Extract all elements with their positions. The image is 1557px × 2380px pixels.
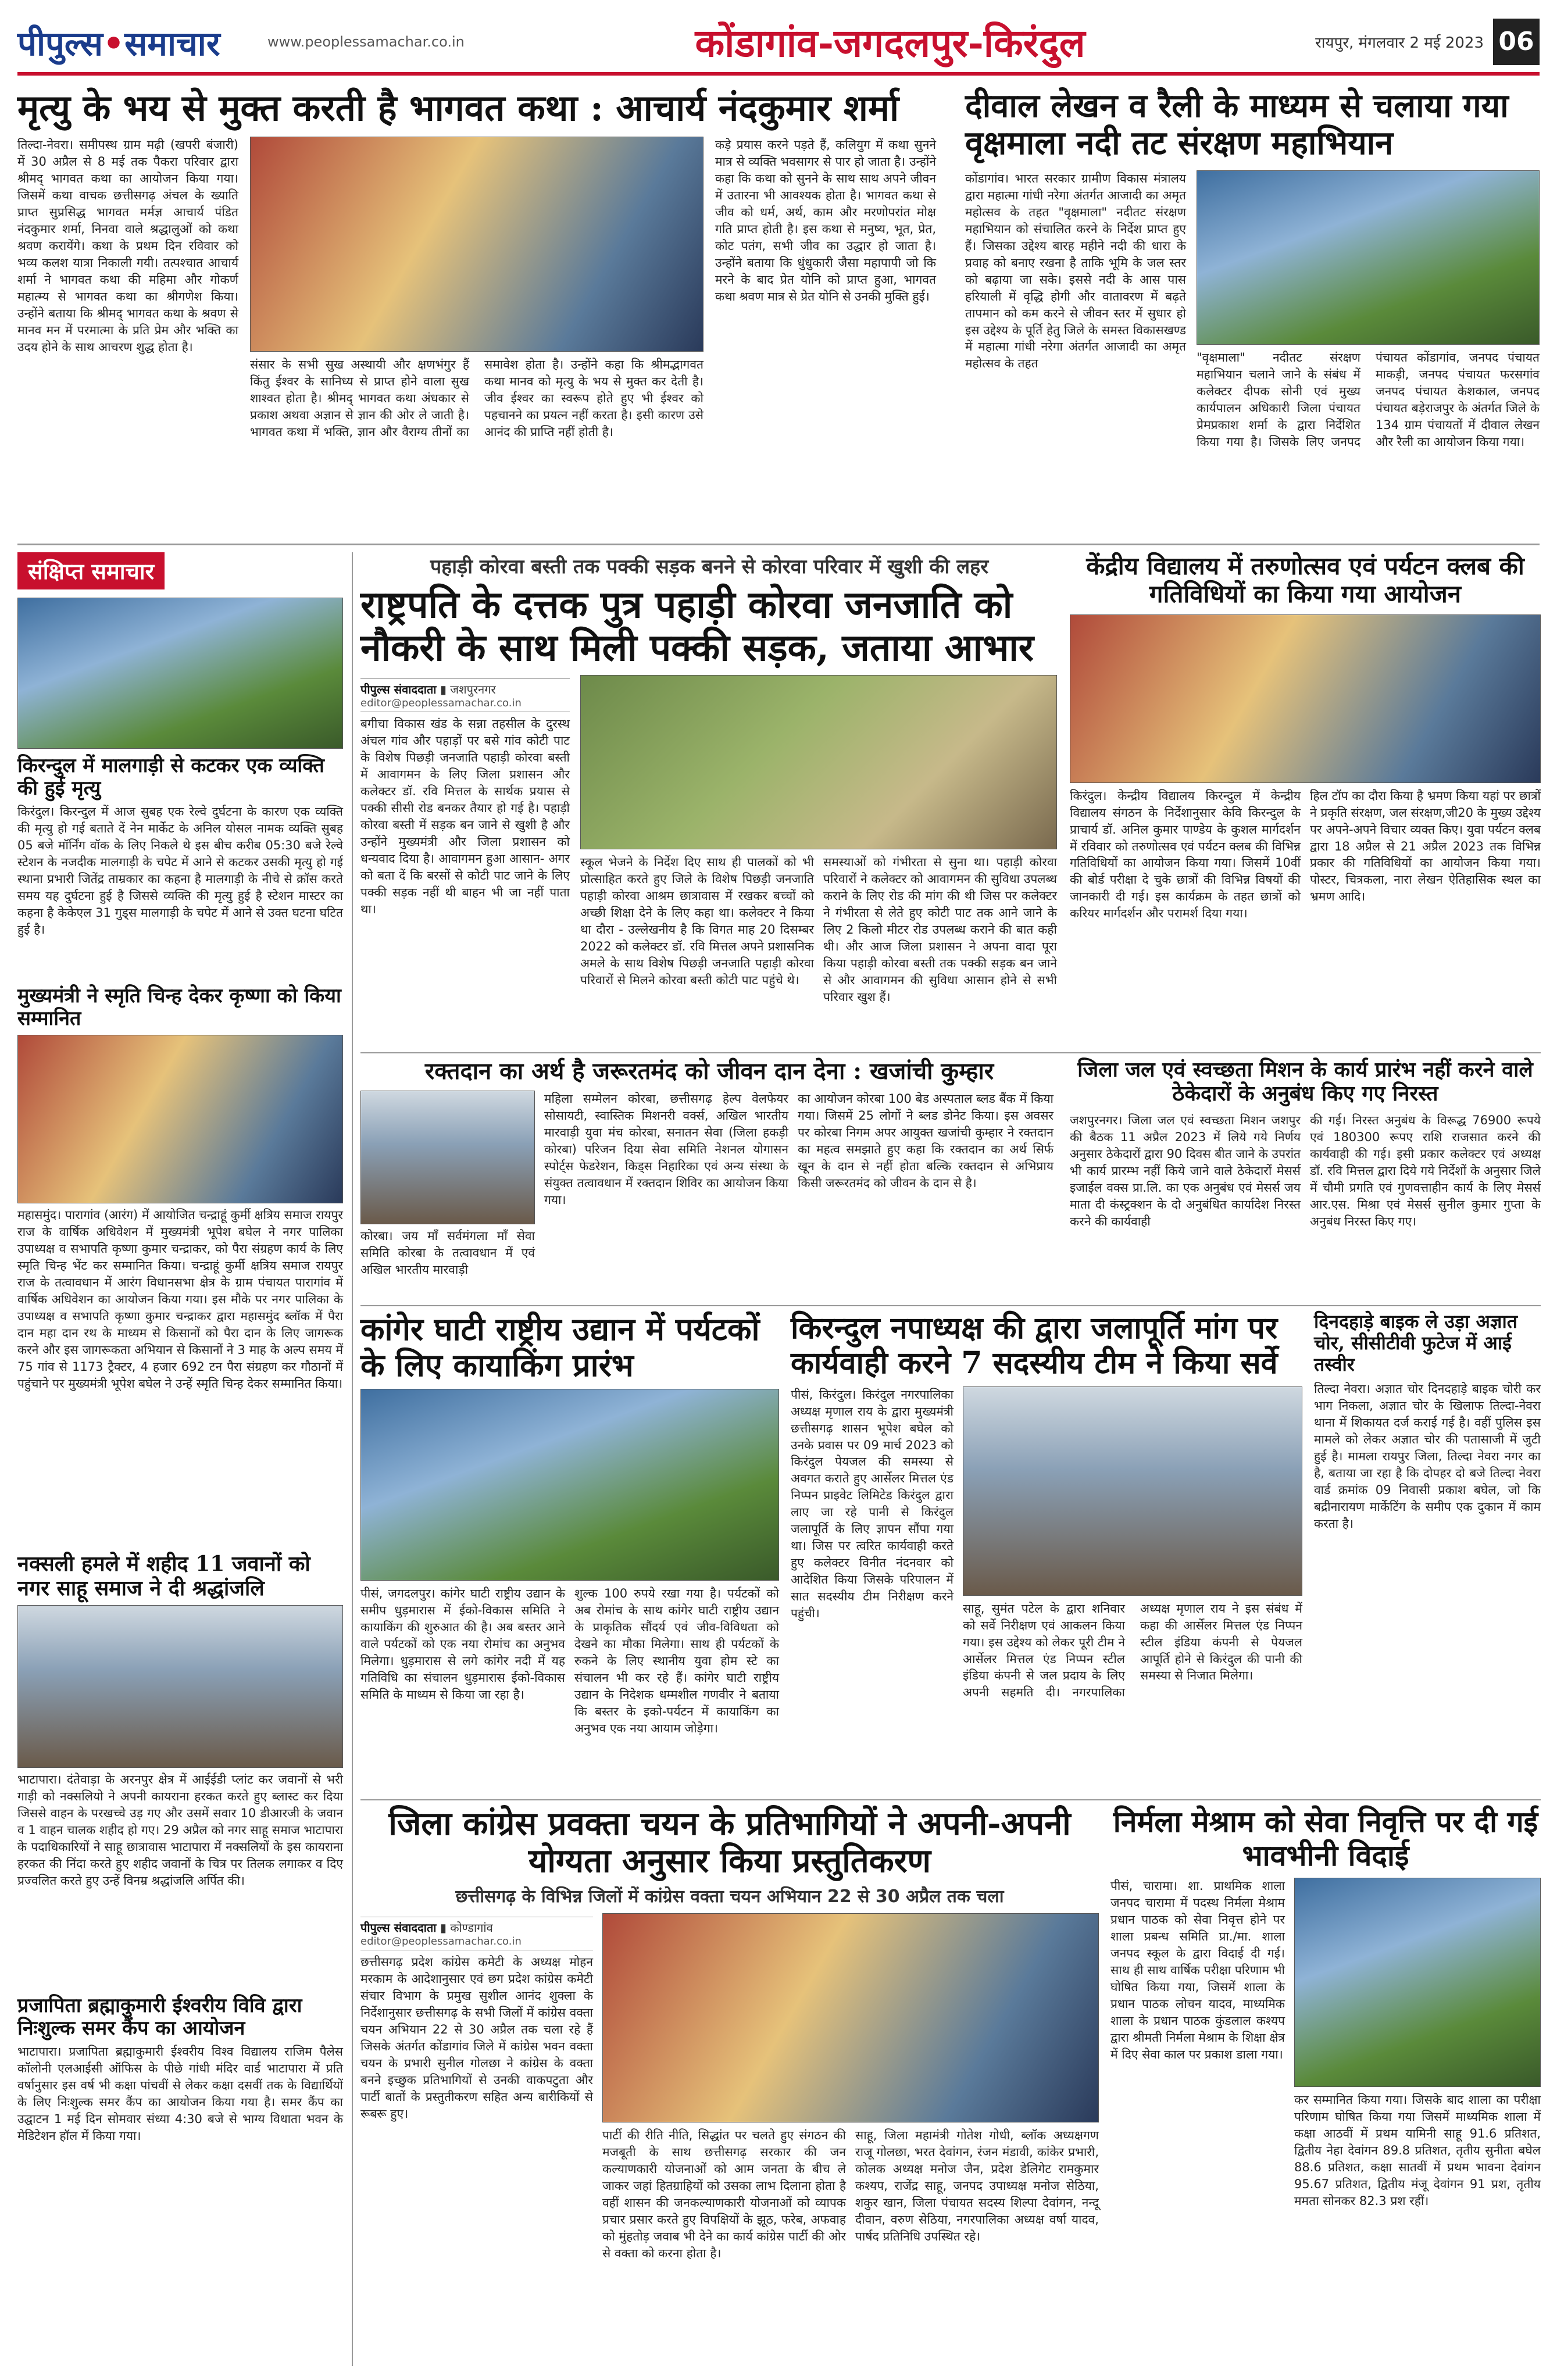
story-kicker: पहाड़ी कोरवा बस्ती तक पक्की सड़क बनने से कोरवा परिवार में खुशी की लहर [430, 555, 989, 578]
story-body: पीसं, जगदलपुर। कांगेर घाटी राष्ट्रीय उद्यान के समीप धुड़मारास में ईको-विकास समिति ने कायाकिंग की शुरुआत की है। अब बस्तर आने वाले पर्यटकों को एक नया रोमांच का अनुभव मिलेगा। धुड़मारास से लगे कांगेर नदी में यह गतिविधि का संचालन धुड़मारास ईको-विकास समिति के माध्यम से किया जा रहा है। [360, 1586, 565, 1702]
story-bike-theft [1314, 1311, 1541, 1793]
story-headline[interactable]: रक्तदान का अर्थ है जरूरतमंद को जीवन दान देना : खजांची कुम्हार [424, 1057, 994, 1085]
story-vrikshmala [965, 87, 1541, 541]
story-photo [1070, 614, 1541, 783]
story-body: जशपुरनगर। जिला जल एवं स्वच्छता मिशन जशपुर की बैठक 11 अप्रैल 2023 में लिये गये निर्णय अनुसार ठेकेदारों द्वारा 90 दिवस बीत जाने के उपरांत भी कार्य प्रारम्भ नहीं किये जाने वाले ठेकेदारों मेसर्स इजाईल वक्स प्रा.लि. का एक अनुबंध एवं मेसर्स जय माता दी कंस्ट्रक्शन के दो अनुबंधित कार्यादेश निरस्त करने की कार्यवाही [1070, 1113, 1301, 1228]
column-divider [352, 552, 353, 2366]
story-photo [17, 598, 343, 749]
story-body: पार्टी की रीति नीति, सिद्धांत पर चलते हुए संगठन की मजबूती के साथ छत्तीसगढ़ सरकार की जन कल्याणकारी योजनाओं को आम जनता के बीच ले जाकर जहां हितग्राहियों को उसका लाभ दिलाना होता है वहीं शासन की जनकल्याणकारी योजनाओं को व्यापक प्रचार प्रसार करते हुए विपक्षियों के झूठ, फरेब, अफवाह को मुंहतोड़ जवाब भी देने का कार्य कांग्रेस पार्टी की ओर से वक्ता को करना होता है। [602, 2128, 846, 2260]
story-headline[interactable]: प्रजापिता ब्रह्माकुमारी ईश्वरीय विवि द्वारा निःशुल्क समर कैंप का आयोजन [17, 1994, 302, 2040]
story-headline[interactable]: केंद्रीय विद्यालय में तरुणोत्सव एवं पर्यटन क्लब की गतिविधियों का किया गया आयोजन [1086, 552, 1524, 609]
story-headline[interactable]: जिला जल एवं स्वच्छता मिशन के कार्य प्रारंभ नहीं करने वाले ठेकेदारों के अनुबंध किए गए निरस्त [1077, 1057, 1533, 1106]
dateline: रायपुर, मंगलवार 2 मई 2023 [1315, 34, 1484, 52]
page-number: 06 [1493, 19, 1540, 65]
story-photo [360, 1091, 535, 1224]
byline-email[interactable]: editor@peoplessamachar.co.in [360, 1935, 522, 1947]
story-congress [360, 1805, 1099, 2369]
story-headline[interactable]: निर्मला मेश्राम को सेवा निवृत्ति पर दी गई भावभीनी विदाई [1113, 1804, 1538, 1872]
story-body: भाटापारा। दंतेवाड़ा के अरनपुर क्षेत्र में आईईडी प्लांट कर जवानों से भरी गाड़ी को नक्सलियो ने अपनी कायराना हरकत करते हुए ब्लास्ट कर दिया जिससे वाहन के परखच्चे उड़ गए और उसमें सवार 10 डीआरजी के जवान व 1 वाहन चालक शहीद हो गए। 29 अप्रैल को नगर साहू समाज भाटापारा के पदाधिकारियों ने साहू छात्रावास भाटापारा में नक्सलियों के इस कायराना हरकत की निंदा करते हुए शहीद जवानों के चित्र पर तिलक लगाकर व दिए प्रज्वलित करते हुए उन्हें विनम्र श्रद्धांजलि अर्पित की। [17, 1773, 343, 1888]
section-divider [360, 1052, 1541, 1053]
byline: पीपुल्स संवाददाता ▮ कोण्डागांव editor@peoplessamachar.co.in [360, 1917, 593, 1950]
story-body: तिल्दा नेवरा। अज्ञात चोर दिनदहाड़े बाइक चोरी कर भाग निकला, अज्ञात चोर के खिलाफ तिल्दा-नेवरा थाना में शिकायत दर्ज कराई गई है। वहीं पुलिस इस मामले को लेकर अज्ञात चोर की पतासाजी में जुटी हुई है। मामला रायपुर जिला, तिल्दा नेवरा नगर का है, बताया जा रहा है कि दोपहर दो बजे तिल्दा नेवरा वार्ड क्रमांक 09 निवासी प्रकाश बघेल, जो कि बद्रीनारायण मार्केटिंग के समीप एक दुकान में काम करता है। [1314, 1382, 1541, 1531]
story-headline[interactable]: राष्ट्रपति के दत्तक पुत्र पहाड़ी कोरवा जनजाति को नौकरी के साथ मिली पक्की सड़क, जताया आभार [360, 583, 1034, 670]
section-divider [360, 1305, 1541, 1306]
story-photo [1294, 1878, 1541, 2087]
newspaper-logo[interactable] [17, 19, 267, 65]
story-jal-mission [1070, 1058, 1541, 1302]
byline: पीपुल्स संवाददाता ▮ जशपुरनगर editor@peoplessamachar.co.in [360, 678, 570, 712]
edition-title: कोंडागांव-जगदलपुर-किरंदुल [695, 20, 1085, 66]
story-body: कोंडागांव। भारत सरकार ग्रामीण विकास मंत्रालय द्वारा महात्मा गांधी नरेगा अंतर्गत आजादी का अमृत महोत्सव के तहत "वृक्षमाला" नदीतट संरक्षण महाभियान को संचालित करने के निर्देश प्राप्त हुए हैं। जिसका उद्देश्य बारह महीने नदी की धारा के प्रवाह को बनाए रखना है ताकि भूमि के जल स्तर को बढ़ाया जा सके। इससे नदी के आस पास हरियाली में वृद्धि होगी और वातावरण में बढ़ते तापमान को कम करने से जीवन स्तर में सुधार हो इस उद्देश्य के पूर्ति हेतु जिले के समस्त विकासखण्ड में महात्मा गांधी नरेगा अंतर्गत आजादी का अमृत महोत्सव के तहत [965, 171, 1186, 371]
story-body: का आयोजन कोरबा 100 बेड अस्पताल ब्लड बैंक में किया गया। जिसमें 25 लोगों ने ब्लड डोनेट किया। इस अवसर पर कोरबा निगम अपर आयुक्त खजांची कुम्हार ने रक्तदान का महत्व समझाते हुए कहा कि रक्तदान का अर्थ सिर्फ खून के दान से नहीं होता बल्कि रक्तदान से अभिप्राय किसी जरूरतमंद को जीवन के दान से है। [798, 1092, 1054, 1190]
story-body: कर सम्मानित किया गया। जिसके बाद शाला का परीक्षा परिणाम घोषित किया गया जिसमें माध्यमिक शाला में कक्षा आठवीं में प्रथम यामिनी साहू 91.6 प्रतिशत, द्वितीय नेहा देवांगन 89.8 प्रतिशत, तृतीय सुनीता बघेल 88.6 प्रतिशत, कक्षा सातवीं में प्रथम भावना देवांगन 95.67 प्रतिशत, द्वितीय मंजू देवांगन 91 प्रश, तृतीय ममता सोनकर 82.3 प्रश रहीं। [1294, 2093, 1541, 2208]
story-kirandul-water [791, 1311, 1302, 1793]
story-body: तिल्दा-नेवरा। समीपस्थ ग्राम मढ़ी (खपरी बंजारी) में 30 अप्रैल से 8 मई तक पैकरा परिवार द्वारा श्रीमद् भागवत कथा का आयोजन किया गया। जिसमें कथा वाचक छत्तीसगढ़ अंचल के ख्याति प्राप्त सुप्रसिद्ध भागवत मर्मज्ञ आचार्य पंडित नंदकुमार शर्मा, निनवा वाले श्रद्धालुओं को कथा श्रवण करायेंगे। कथा के प्रथम दिन रविवार को भव्य कलश यात्रा निकाली गयी। तत्पश्चात आचार्य शर्मा ने भागवत कथा की महिमा और गोकर्ण महात्म्य से भागवत कथा का श्रीगणेश किया। उन्होंने बताया कि श्रीमद् भागवत कथा के श्रवण से मानव मन में परमात्मा के प्रति प्रेम और भक्ति का उदय होने के साथ आचरण शुद्ध होता है। [17, 138, 238, 354]
story-photo [1197, 170, 1540, 345]
story-photo [17, 1605, 343, 1768]
story-photo [602, 1913, 1099, 2122]
byline-name: पीपुल्स संवाददाता [360, 682, 437, 697]
story-headline[interactable]: कांगेर घाटी राष्ट्रीय उद्यान में पर्यटकों के लिए कायाकिंग प्रारंभ [360, 1310, 760, 1384]
story-body: की गई। निरस्त अनुबंध के विरूद्ध 76900 रूपये एवं 180300 रूपए राशि राजसात करने की कार्यवाही की गई। इसी प्रकार कलेक्टर एवं अध्यक्ष डॉ. रवि मित्तल द्वारा दिये गये निर्देशों के अनुसार जिले में चौमी प्रगति एवं गुणवत्ताहीन कार्य के लिए मेसर्स आर.एस. मिश्रा एवं मेसर्स सुनील कुमार गुप्ता के अनुबंध निरस्त किए गए। [1310, 1113, 1541, 1228]
story-body: महिला सम्मेलन कोरबा, छत्तीसगढ़ हेल्प वेलफेयर सोसायटी, स्वास्तिक मिशनरी वर्क्स, अखिल भारतीय मारवाड़ी युवा मंच कोरबा, सनातन सेवा (जिला हकड़ी कोरबा) परिजन दिया सेवा समिति नेशनल योगासन स्पोर्ट्स फेडरेशन, किड्स निहारिका एवं अन्य संस्था के संयुक्त तत्वावधान में रक्तदान शिविर का आयोजन किया गया। [544, 1092, 788, 1207]
story-body: किरंदुल। किरन्दुल में आज सुबह एक रेल्वे दुर्घटना के कारण एक व्यक्ति की मृत्यु हो गई बताते दें नेन मार्केट के अनिल योसल नामक व्यक्ति सुबह 05 बजे मॉर्निंग वॉक के लिए निकले थे इस बीच करीब 05:30 बजे रेल्वे स्टेशन के नजदीक मालगाड़ी के चपेट में आने से कटकर उसकी मृत्यु हो गई स्थाना प्रभारी जितेंद्र ताम्रकार का कहना है मालगाड़ी के नीचे से क्रॉस करते समय यह दुर्घटना हुई है जिससे व्यक्ति की मृत्यु हुई है स्टेशन मास्टर का कहना है केकेएल 31 गुड्स मालगाड़ी के चपेट में आने से उक्त घटना घटित हुई है। [17, 805, 343, 937]
story-body: किरंदुल। केन्द्रीय विद्यालय किरन्दुल में केन्द्रीय विद्यालय संगठन के निर्देशानुसार केवि किरन्दुल के प्राचार्य डॉ. अनिल कुमार पाण्डेय के कुशल मार्गदर्शन में रविवार को तरुणोत्सव एवं पर्यटन क्लब की विभिन्न गतिविधियों का आयोजन किया गया। जिसमें 10वीं की बोर्ड परीक्षा दे चुके छात्रों की विभिन्न विषयों की जानकारी दी गई। इस कार्यक्रम के तहत छात्रों को करियर मार्गदर्शन और परामर्श दिया गया। [1070, 788, 1301, 921]
story-headline[interactable]: किरन्दुल नपाध्यक्ष की द्वारा जलापूर्ति मांग पर कार्यवाही करने 7 सदस्यीय टीम ने किया सर्वे [791, 1310, 1278, 1381]
section-divider [17, 544, 1540, 545]
story-headline[interactable]: मुख्यमंत्री ने स्मृति चिन्ह देकर कृष्णा को किया सम्मानित [17, 984, 341, 1031]
story-body: बगीचा विकास खंड के सन्ना तहसील के दुरस्थ अंचल गांव और पहाड़ों पर बसे गांव कोटी पाट के विशेष पिछड़ी जनजाति पहाड़ी कोरवा बस्ती में आवागमन के लिए जिला प्रशासन और कलेक्टर डॉ. रवि मित्तल के सार्थक प्रयास से पक्की सीसी रोड बनकर तैयार हो गई है। पहाड़ी कोरवा बस्ती में सड़क बन जाने से खुशी है और उन्होंने मुख्यमंत्री और जिला प्रशासन को धन्यवाद दिया है। आवागमन हुआ आसान- अगर को बता दें कि बरसों से कोटी पाट जाने के लिए पक्की सड़क नहीं थी बाहन भी जा नहीं पाता था। [360, 717, 570, 916]
story-headline[interactable]: दीवाल लेखन व रैली के माध्यम से चलाया गया वृक्षमाला नदी तट संरक्षण महाभियान [965, 87, 1509, 163]
brief-news-column [17, 552, 343, 2366]
story-body: साहू, सुमंत पटेल के द्वारा शनिवार को सर्वे निरीक्षण एवं आकलन किया गया। इस उद्देश्य को लेकर पूरी टीम ने आर्सेलर मित्तल एंड निप्पन स्टील इंडिया कंपनी से जल प्रदाय के लिए अपनी सहमति दी। नगरपालिका अध्यक्ष मृणाल राय ने इस संबंध में कहा की आर्सेलर मित्तल एंड निप्पन स्टील इंडिया कंपनी से पेयजल आपूर्ति होने से किरंदुल की पानी की समस्या से निजात मिलेगा। [963, 1601, 1302, 1700]
story-photo [580, 675, 1057, 849]
masthead [17, 12, 1540, 76]
story-body: समस्याओं को गंभीरता से सुना था। पहाड़ी कोरवा परिवारों ने कलेक्टर को आवागमन की सुविधा उपलब्ध कराने के लिए रोड की मांग की थी जिस पर कलेक्टर ने गंभीरता से लेते हुए कोटी पाट तक आने जाने के लिए 2 किलो मीटर रोड उपलब्ध कराने की बात कही थी। और आज जिला प्रशासन ने अपना वादा पूरा किया पहाड़ी कोरवा बस्ती तक पक्की सड़क बन जाने से और आवागमन की सुविधा आसान होने से सभी परिवार खुश हैं। [823, 855, 1057, 1004]
story-kicker: छत्तीसगढ़ के विभिन्न जिलों में कांग्रेस वक्ता चयन अभियान 22 से 30 अप्रैल तक चला [455, 1886, 1004, 1907]
byline-name: पीपुल्स संवाददाता [360, 1920, 437, 1935]
story-body: स्कूल भेजने के निर्देश दिए साथ ही पालकों को भी प्रोत्साहित करते हुए जिले के विशेष पिछड़ी जनजाति पहाड़ी कोरवा आश्रम छात्रावास में रखकर बच्चों को अच्छी शिक्षा देने के लिए कहा था। कलेक्टर ने किया था दौरा - उल्लेखनीय है कि विगत माह 20 दिसम्बर 2022 को कलेक्टर डॉ. रवि मित्तल अपने प्रशासनिक अमले के साथ विशेष पिछड़ी जनजाति पहाड़ी कोरवा परिवारों से मिलने कोरवा बस्ती कोटी पाट पहुंचे थे। [580, 855, 814, 987]
story-photo [963, 1386, 1302, 1596]
story-headline[interactable]: किरन्दुल में मालगाड़ी से कटकर एक व्यक्ति की हुई मृत्यु [17, 754, 324, 801]
story-body: पीसं, चारामा। शा. प्राथमिक शाला जनपद चारामा में पदस्थ निर्मला मेश्राम प्रधान पाठक को सेवा निवृत्त होने पर शाला प्रबन्ध समिति प्रा./मा. शाला जनपद स्कूल के द्वारा विदाई दी गई। साथ ही साथ वार्षिक परीक्षा परिणाम भी घोषित किया गया, जिसमें शाला के प्रधान पाठक लोचन यादव, माध्यमिक शाला के प्रधान पाठक कुंडलाल कश्यप द्वारा श्रीमती निर्मला मेश्राम के शिक्षा क्षेत्र में दिए सेवा काल पर प्रकाश डाला गया। [1110, 1879, 1285, 2061]
byline-place: जशपुरनगर [450, 682, 496, 697]
story-bhagwat [17, 87, 948, 541]
logo-right: समाचार [124, 23, 220, 63]
story-kanger-kayaking [360, 1311, 779, 1793]
logo-dot-icon: • [102, 23, 125, 63]
story-headline[interactable]: जिला कांग्रेस प्रवक्ता चयन के प्रतिभागियों ने अपनी-अपनी योग्यता अनुसार किया प्रस्तुतिकरण [388, 1804, 1071, 1881]
story-body: "वृक्षमाला" नदीतट संरक्षण महाभियान चलाने जाने के संबंध में कलेक्टर दीपक सोनी एवं मुख्य कार्यपालन अधिकारी जिला पंचायत प्रेमप्रकाश शर्मा के द्वारा निर्देशित किया गया है। जिसके लिए जनपद पंचायत कोंडागांव, जनपद पंचायत माकड़ी, जनपद पंचायत फरसगांव जनपद पंचायत केशकाल, जनपद पंचायत बड़ेराजपुर के अंतर्गत जिले के 134 ग्राम पंचायतों में दीवाल लेखन और रैली का आयोजन किया गया। [1197, 350, 1540, 449]
story-body: कड़े प्रयास करने पड़ते हैं, कलियुग में कथा सुनने मात्र से व्यक्ति भवसागर से पार हो जाता है। उन्होंने कहा कि कथा को सुनने के साथ साथ अपने जीवन में उतारना भी आवश्यक होता है। भागवत कथा से जीव को धर्म, अर्थ, काम और मरणोपरांत मोक्ष गति प्राप्त होती है। इस कथा से मनुष्य, भूत, प्रेत, कोट पतंग, सभी जीव का उद्धार हो जाता है। उन्होंने बताया कि धुंधुकारी जैसा महापापी जो कि मरने के बाद प्रेत योनि को प्राप्त हुआ, भागवत कथा श्रवण मात्र से प्रेत योनि से उनकी मुक्ति हुई। [715, 138, 936, 304]
story-body: हिल टॉप का दौरा किया है भ्रमण किया यहां पर छात्रों ने प्रकृति संरक्षण, जल संरक्षण,जी20 के मुख्य उद्देश्य पर अपने-अपने विचार व्यक्त किए। युवा पर्यटन क्लब द्वारा 18 अप्रैल से 21 अप्रैल 2023 तक विभिन्न प्रकार की गतिविधियों का आयोजन किया गया। पोस्टर, चित्रकला, नारा लेखन ऐतिहासिक स्थल का भ्रमण आदि। [1310, 788, 1541, 904]
story-photo [360, 1389, 779, 1581]
story-korwa [360, 552, 1058, 1046]
story-headline[interactable]: मृत्यु के भय से मुक्त करती है भागवत कथा : आचार्य नंदकुमार शर्मा [17, 87, 899, 129]
story-blood-donation [360, 1058, 1058, 1302]
section-tag: संक्षिप्त समाचार [17, 552, 165, 589]
story-headline[interactable]: नक्सली हमले में शहीद 11 जवानों को नगर साहू समाज ने दी श्रद्धांजलि [17, 1552, 310, 1600]
story-body: महासमुंद। पारागांव (आरंग) में आयोजित चन्द्राहूं कुर्मी क्षत्रिय समाज रायपुर राज के वार्षिक अधिवेशन में मुख्यमंत्री भूपेश बघेल ने नगर पालिका उपाध्यक्ष व सभापति कृष्णा कुमार चन्द्राकर, को पैरा संग्रहण कार्य के लिए स्मृति चिन्ह भेंट कर सम्मानित किया। चन्द्राहूं कुर्मी क्षत्रिय समाज रायपुर राज के तत्वावधान में आरंग विधानसभा क्षेत्र के ग्राम पंचायत पारागांव में वार्षिक अधिवेशन का आयोजन किया गया। इस मौके पर नगर पालिका के उपाध्यक्ष व सभापति कृष्णा कुमार चन्द्राकर द्वारा महासमुंद ब्लॉक में पैरा दान महा दान रथ के माध्यम से किसानों को पैरा दान के लिए जागरूक करने और इस जागरूकता अभियान से किसानों ने 3 माह के अल्प समय में 75 गांव से 1173 ट्रैक्टर, 4 हजार 692 टन पैरा संग्रहण कर गौठानों में पहुंचाने पर मुख्यमंत्री भूपेश बघेल ने उन्हें स्मृति चिन्ह देकर सम्मानित किया। [17, 1208, 343, 1391]
story-body: छत्तीसगढ़ प्रदेश कांग्रेस कमेटी के अध्यक्ष मोहन मरकाम के आदेशानुसार एवं छग प्रदेश कांग्रेस कमेटी संचार विभाग के प्रमुख सुशील आनंद शुक्ला के निर्देशानुसार छत्तीसगढ़ के सभी जिलों में कांग्रेस वक्ता चयन अभियान 22 से 30 अप्रैल तक चला रहे हैं जिसके अंतर्गत कोंडागांव जिले में कांग्रेस भवन वक्ता चयन के प्रभारी सुनील गोलछा ने कांग्रेस के वक्ता बनने इच्छुक प्रतिभागियों से उनकी वाकपटुता और पार्टी बातों के प्रस्तुतीकरण सहित अन्य बारीकियों से रूबरू हुए। [360, 1954, 593, 2121]
story-body: भाटापारा। प्रजापिता ब्रह्माकुमारी ईश्वरीय विश्व विद्यालय राजिम पैलेस कॉलोनी एलआईसी ऑफिस के पीछे गांधी मंदिर वार्ड भाटापारा में प्रति वर्षानुसार इस वर्ष भी कक्षा पांचवीं से लेकर कक्षा दसवीं तक के विद्यार्थियों के लिए निःशुल्क समर कैंप का आयोजन किया गया है। समर कैंप का उद्घाटन 1 मई दिन सोमवार संध्या 4:30 बजे से भाग्य विधाता भवन के मेडिटेशन हॉल में किया गया। [17, 2045, 343, 2143]
story-photo [17, 1035, 343, 1203]
story-nirmala [1110, 1805, 1541, 2369]
story-headline[interactable]: दिनदहाड़े बाइक ले उड़ा अज्ञात चोर, सीसीटीवी फुटेज में आई तस्वीर [1314, 1310, 1517, 1375]
story-body: संसार के सभी सुख अस्थायी और क्षणभंगुर हैं किंतु ईश्वर के सानिध्य से प्राप्त होने वाला सुख शाश्वत होता है। श्रीमद् भागवत कथा अंधकार से प्रकाश अथवा अज्ञान से ज्ञान की ओर ले जाती है। भागवत कथा में भक्ति, ज्ञान और वैराग्य तीनों का समावेश होता है। उन्होंने कहा कि श्रीमद्भागवत कथा मानव को मृत्यु के भय से मुक्त कर देती है। जीव ईश्वर का स्वरूप होते हुए भी ईश्वर को पहचानने का प्रयत्न नहीं करता है। इसी कारण उसे आनंद की प्राप्ति नहीं होती है। [250, 358, 703, 439]
section-divider [360, 1799, 1541, 1800]
byline-email[interactable]: editor@peoplessamachar.co.in [360, 697, 522, 710]
story-kvs [1070, 552, 1541, 1046]
byline-place: कोण्डागांव [450, 1920, 493, 1935]
story-body: साहू, जिला महामंत्री गोतेश गोधी, ब्लॉक अध्यक्षगण राजू गोलछा, भरत देवांगन, रंजन मंडावी, कांकेर प्रभारी, कोलक अध्यक्ष मनोज जैन, प्रदेश डेलिगेट रामकुमार कश्यप, राजेंद्र साहू, जनपद उपाध्यक्ष मनोज सेठिया, शकुर खान, जिला पंचायत सदस्य शिल्पा देवांगन, नन्दू दीवान, वरुण सेठिया, नगरपालिका अध्यक्ष वर्षा यादव, पार्षद प्रतिनिधि उपस्थित रहे। [855, 2128, 1099, 2243]
logo-left: पीपुल्स [17, 23, 103, 63]
photo-caption: कोरबा। जय माँ सर्वमंगला माँ सेवा समिति कोरबा के तत्वावधान में एवं अखिल भारतीय मारवाड़ी [360, 1229, 535, 1277]
story-photo [250, 137, 703, 352]
website-url[interactable]: www.peoplessamachar.co.in [267, 34, 465, 50]
story-body: पीसं, किरंदुल। किरंदुल नगरपालिका अध्यक्ष मृणाल राय के द्वारा मुख्यमंत्री छत्तीसगढ़ शासन भूपेश बघेल को उनके प्रवास पर 09 मार्च 2023 को किरंदुल पेयजल की समस्या से अवगत कराते हुए आर्सेलर मित्तल एंड निप्पन प्राइवेट लिमिटेड किरंदुल द्वारा लाए जा रहे पानी से किरंदुल जलापूर्ति के लिए ज्ञापन सौंपा गया था। जिस पर त्वरित कार्यवाही करते हुए कलेक्टर विनीत नंदनवार को आदेशित किया जिसके परिपालन में सात सदस्यीय टीम निरीक्षण करने पहुंची। [791, 1387, 954, 1621]
story-body: शुल्क 100 रुपये रखा गया है। पर्यटकों को अब रोमांच के साथ कांगेर घाटी राष्ट्रीय उद्यान के प्राकृतिक सौंदर्य एवं जीव-विविधता को देखने का मौका मिलेगा। साथ ही पर्यटकों के रुकने के लिए स्थानीय युवा होम स्टे का संचालन भी कर रहे हैं। कांगेर घाटी राष्ट्रीय उद्यान के निदेशक धम्मशील गणवीर ने बताया कि बस्तर के इको-पर्यटन में कायाकिंग का अनुभव एक नया आयाम जोड़ेगा। [574, 1586, 779, 1735]
